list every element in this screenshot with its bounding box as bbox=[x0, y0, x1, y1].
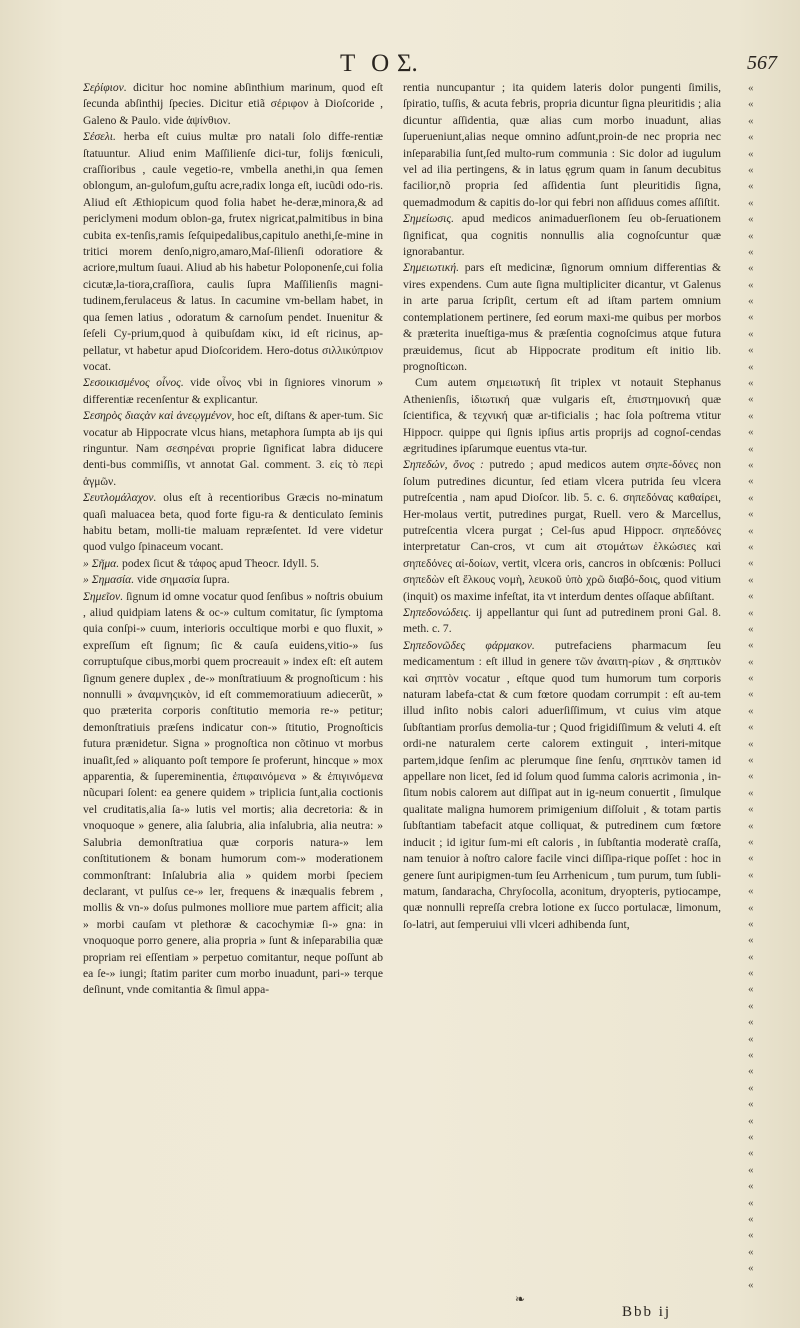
quote-mark: « bbox=[748, 426, 754, 439]
margin-quote-marks bbox=[748, 80, 778, 1293]
dictionary-entry bbox=[403, 457, 721, 605]
quote-mark: « bbox=[748, 1131, 754, 1143]
left-column bbox=[83, 80, 383, 999]
quote-mark: « bbox=[748, 458, 754, 471]
entry-headword: Σημείωσις. bbox=[403, 212, 462, 226]
quote-mark: « bbox=[748, 344, 754, 357]
entry-text: apud medicos animaduerſionem ſeu ob-ſeruationem ſignificat, qua cognitis nonnullis alia cognoſcuntur quæ ignorabantur. bbox=[403, 212, 721, 259]
entry-headword: Σηπεδονῶδες φάρμακον. bbox=[403, 638, 556, 652]
entry-headword: Σημειωτική. bbox=[403, 261, 465, 275]
quote-mark: « bbox=[748, 1147, 754, 1160]
quote-mark: « bbox=[748, 1114, 754, 1127]
quote-mark: « bbox=[748, 1163, 754, 1176]
entry-headword: Σηπεδονώδεις. bbox=[403, 606, 476, 619]
dictionary-entry bbox=[83, 129, 383, 375]
quote-mark: « bbox=[748, 475, 754, 488]
quote-mark: « bbox=[748, 1196, 754, 1209]
quote-mark: « bbox=[748, 245, 754, 258]
quote-mark: « bbox=[748, 131, 754, 144]
quote-mark: « bbox=[748, 1180, 754, 1193]
quote-mark: « bbox=[748, 819, 754, 832]
entry-text: vide σημασία ſupra. bbox=[137, 573, 230, 587]
entry-text: Cum autem σημειωτική ſit triplex vt notauit Stephanus Athenienſis, ἰδιωτική quæ vulgaris eſt, ἐπιστημονική quæ ſcientifica, & τεχνική quæ ar-tificialis ; hac ſola poſtrema vtitur Hippocr. quippe qui ſignis ipſius artis proprijs ad cognoſ-cendas ægritudines ipſarumque euentus vta-tur. bbox=[403, 376, 721, 455]
header-title-left: T O bbox=[340, 50, 395, 77]
entry-headword: » Σημασία. bbox=[83, 573, 138, 587]
quote-mark: « bbox=[748, 999, 754, 1012]
entry-text: hoc eſt, diſtans & aper-tum. Sic vocatur ab Hippocrate vlcus hians, metaphora ſumpta ab ijs qui ringuntur. Nam σεσηρέναι proprie ſignificat labra diducere denti-bus commiſſis, vt annotat Gal. comment. 3. εἰς τὸ περὶ ἀγμῶν. bbox=[83, 409, 383, 488]
entry-headword: Σεσοικισμένος οἶνος. bbox=[83, 376, 191, 390]
dictionary-entry bbox=[83, 572, 383, 588]
quote-mark: « bbox=[748, 1065, 754, 1078]
quote-mark: « bbox=[748, 835, 754, 848]
quote-mark: « bbox=[748, 803, 754, 816]
entry-headword: Σευτλομάλαχον. bbox=[83, 491, 164, 505]
quote-mark: « bbox=[748, 655, 754, 668]
entry-headword: » Σῆμα. bbox=[83, 556, 123, 570]
quote-mark: « bbox=[748, 934, 754, 947]
ornament-icon: ❧ bbox=[515, 1292, 526, 1306]
quote-mark: « bbox=[748, 360, 754, 373]
quote-mark: « bbox=[748, 754, 754, 767]
entry-headword: Σημεῖον. bbox=[83, 589, 127, 603]
dictionary-entry bbox=[403, 375, 721, 457]
quote-mark: « bbox=[748, 917, 754, 930]
entry-text: pars eſt medicinæ, ſignorum omnium differentias & vires expendens. Cum aute ſigna multipliciter dicantur, vt Galenus in arte parua ſcripſit, certum eſt ad iſtam partem omnium contemplationem pertinere, ſed eorum maxi-me quibus per morbos & præterita inueſtiga-mus & præſentia cognoſcimus atque futura præuidemus, ſicut ab Hippocrate proditum eſt initio lib. prognoſticωn. bbox=[403, 261, 722, 373]
dictionary-entry bbox=[403, 638, 721, 933]
dictionary-entry bbox=[403, 211, 721, 260]
quote-mark: « bbox=[748, 1032, 754, 1045]
quote-mark: « bbox=[748, 639, 754, 652]
quote-mark: « bbox=[748, 409, 754, 422]
entry-headword: Σηπεδών, ὄνος : bbox=[403, 458, 490, 472]
entry-text: putrefaciens pharmacum ſeu medicamentum : eſt illud in genere τῶν ἀναιτη-ρίων , & σηπτικὸν καὶ σηπτὸν vocatur , eſtque quod tum humorum tum corporis naturam labefa-ctat & cum fœtore quodam corrumpit : eſt au-tem illud inſito nobis calori aduerſiſſimum, vt cuius vim atque ſubſtantiam prorſus demolia-tur ; Quod frigidiſſimum & veluti 4. eſt ordi-ne naturalem certe calorem extinguit , interi-mitque partem,idque ſenſim ac plerumque ſine ſenſu, σηπτικὸν tamen id appellare non licet, ſed id ſolum quod ſumma caloris acrimonia , in-ſitum nobis calorem aut diſſipat aut in ig-neum conuertit , ſimulque qualitate maligna humorem primigenium diſſoluit , & totam partis ſubſtantiam tabefacit atque colliquat, & putredinem cum fœtore inducit ; id igitur ſum-mi eſt caloris , in ſubſtantia moderatè craſſa, nam tenuior à noſtro calore facile vinci diſſipa-rique poſſet : hoc in genere ſunt auripigmen-tum ſeu Arrhenicum , tum purum, tum ſubli-matum, ſandaracha, Chryſocolla, aconitum, dryopteris, pytiocampe, quæ nonnulli repreſſa crebra lotione ex ſucco portulacæ, limonum, ſo-latri, aut ſemperuiui vlli vlceri adhibenda ſunt, bbox=[403, 638, 721, 931]
dictionary-entry bbox=[83, 375, 383, 408]
running-header bbox=[0, 50, 800, 78]
quote-mark: « bbox=[748, 672, 754, 685]
right-column bbox=[403, 80, 721, 933]
entry-text: olus eſt à recentioribus Græcis no-minatum quaſi maluacea beta, quod forte figu-ra & denticulato ſeminis habitu betam, molli-tie maluam repræſentet. Id vere videtur quod vulgo ſpinaceum vocant. bbox=[83, 491, 384, 554]
quote-mark: « bbox=[748, 868, 754, 881]
entry-text: vide οἶνος vbi in ſigniores vinorum » differentiæ recenſentur & explicantur. bbox=[83, 376, 384, 406]
quote-mark: « bbox=[748, 311, 754, 324]
dictionary-entry bbox=[83, 556, 383, 572]
quote-mark: « bbox=[748, 213, 754, 226]
quote-mark: « bbox=[748, 1016, 754, 1029]
quote-mark: « bbox=[748, 852, 754, 865]
quote-mark: « bbox=[748, 737, 754, 750]
quote-mark: « bbox=[748, 180, 754, 193]
quote-mark: « bbox=[748, 1278, 754, 1291]
signature-mark: Bbb ij bbox=[622, 1304, 672, 1320]
quote-mark: « bbox=[748, 163, 754, 176]
quote-mark: « bbox=[748, 491, 754, 504]
quote-mark: « bbox=[748, 278, 754, 291]
quote-mark: « bbox=[748, 1229, 754, 1242]
quote-mark: « bbox=[748, 1262, 754, 1275]
quote-mark: « bbox=[748, 557, 754, 570]
quote-mark: « bbox=[748, 508, 754, 521]
quote-mark: « bbox=[748, 688, 754, 701]
quote-mark: « bbox=[748, 1081, 754, 1094]
quote-mark: « bbox=[748, 967, 754, 980]
entry-text: ſignum id omne vocatur quod ſenſibus » noſtris obuium , aliud quidpiam latens & oc-» cultum comitatur, ſic ſymptoma quia conſpi-» cuum, interioris occultique morbi e quo fluxit, » expreſſum eſt ſignum; ſic & cauſa euidens,vitio-» ſus corruptuſque cibus,morbi quem procreauit » index eſt: eſt autem ſignum genere duplex , de-» monſtratiuum & prognoſticum : his nonnulli » ἀναμνηςικὸν, id eſt commemoratiuum adiecerũt, » quo præterita corporis conſtitutio memoria re-» petitur; demonſtratiuis præſens indicatur con-» ſtitutio, Prognoſticis futura prænidetur. Signa » prognoſtica non cõtinuo vt morbus inuaſit,ſed » aliquanto poſt tempore ſe proferunt, hincque » mox apparentia, & ſupereminentia, ἐπιφαινόμενα » & ἐπιγινόμενα nũcupari ſolent: ea genere quidem » triplicia ſunt,alia coctionis vel cruditatis,alia ſa-» lutis vel mortis; alia decretoria: & in vnoquoque » genere, alia ſalubria, alia inſalubria, alia neutra: » Salubria demonſtratiua quæ corporis natura-» lem conſtitutionem & bonam humorum com-» moderationem commonſtrant: Inſalubria alia » quidem morbi ſpeciem declarant, vt pulſus ce-» ler, frequens & inæqualis febrem , mollis & vn-» doſus pulmones molliore mue partem afficit; alia » morbi cauſam vt plethoræ & cacochymiæ ſi-» gna: in vnoquoque porro genere, alia propria » ſunt & inſeparabilia quæ propriam rei eſſentiam » perpetuo comitantur, neque poſſunt ab ea ſe-» iungi; ſtatim pariter cum morbo inuadunt, pari-» terque deſinunt, vnde comitantia & ſimul appa- bbox=[83, 589, 383, 997]
quote-mark: « bbox=[748, 82, 754, 94]
quote-mark: « bbox=[748, 983, 754, 996]
quote-mark: « bbox=[748, 704, 754, 717]
quote-mark: « bbox=[748, 721, 754, 734]
entry-headword: Σεῤίφιον. bbox=[83, 81, 134, 94]
dictionary-entry bbox=[83, 589, 383, 999]
quote-mark: « bbox=[748, 950, 754, 963]
entry-text: putredo ; apud medicos autem σηπε-δόνες non ſolum putredines dicuntur, ſed etiam vlcera putrida ſeu vlcera putreſcentia , nam apud Dioſcor. lib. 5. c. 6. σηπεδόνας καθαίρει, Her-molaus vertit, putredines purgat, Ruell. vero & Marcellus, putreſcentia vlcera purgat ; Cel-ſus apud Hippocr. σηπεδόνες interpretatur Can-cros, vt cum ait στομάτων ἑλκώσιες καὶ σηπεδόνες αἰ-δοίων, vertit, vlcera oris, cancros in obſcœnis: Polluci σηπεδὼν eſt ἕλκους νομὴ, λευκοῦ ὑπὸ χρῶ διαβό-δοις, quod vitium (inquit) os maxime infeſtat, ita vt interdum dentes oſſaque abſiſtant. bbox=[403, 458, 721, 603]
header-title-right: Σ. bbox=[397, 50, 418, 77]
quote-mark: « bbox=[748, 606, 754, 619]
quote-mark: « bbox=[748, 540, 754, 553]
quote-mark: « bbox=[748, 1098, 754, 1111]
page-number: 567 bbox=[747, 52, 777, 74]
entry-text: ij appellantur qui ſunt ad putredinem proni Gal. 8. meth. c. 7. bbox=[403, 606, 721, 636]
entry-text: rentia nuncupantur ; ita quidem lateris dolor pungenti ſimilis, ſpiratio, tuſſis, & acuta febris, propria dicuntur ſigna pleuritidis ; alia dicuntur aſſidentia, quæ alias cum morbo inuadunt, alias ſuperueniunt,alias neque omnino adſunt,proin-de nec propria nec inſeparabilia ſunt,ſed multo-rum communia : Sic dolor ad iugulum vel ad ilia pertingens, & in latus ęgrum quam in ſanum decubitus facilior,nõ propria ſed aſſidentia ſunt pleuritidis ſigna, quemadmodum & capitis do-lor qui febri non aſſiduus comes aſſiſtit. bbox=[403, 81, 721, 209]
quote-mark: « bbox=[748, 229, 754, 242]
dictionary-entry bbox=[83, 408, 383, 490]
quote-mark: « bbox=[748, 196, 754, 209]
dictionary-entry bbox=[403, 260, 721, 375]
quote-mark: « bbox=[748, 622, 754, 635]
dictionary-entry bbox=[403, 605, 721, 638]
quote-mark: « bbox=[748, 786, 754, 799]
quote-mark: « bbox=[748, 377, 754, 390]
entry-headword: Σέσελι. bbox=[83, 130, 124, 144]
quote-mark: « bbox=[748, 295, 754, 308]
dictionary-entry bbox=[403, 80, 721, 211]
quote-mark: « bbox=[748, 1049, 754, 1062]
quote-mark: « bbox=[748, 1212, 754, 1225]
entry-headword: Σεσηρὸς διαςὰν καὶ ἀνεῳγμένον, bbox=[83, 409, 238, 423]
quote-mark: « bbox=[748, 114, 754, 127]
quote-mark: « bbox=[748, 98, 754, 111]
entry-text: podex ſicut & τάφος apud Theocr. Idyll. 5. bbox=[122, 556, 320, 570]
quote-mark: « bbox=[748, 442, 754, 455]
quote-mark: « bbox=[748, 393, 754, 406]
quote-mark: « bbox=[748, 885, 754, 898]
quote-mark: « bbox=[748, 573, 754, 586]
entry-text: dicitur hoc nomine abſinthium marinum, quod eſt ſecunda abſinthij ſpecies. Dicitur etiã σέριφον à Dioſcoride , Galeno & Paulo. vide ἀψίνθιον. bbox=[83, 81, 384, 127]
entry-text: herba eſt cuius multæ pro natali ſolo diffe-rentiæ ſtatuuntur. Aliud enim Maſſilienſe dici-tur, folijs fœniculi, craſſioribus , caule vegetio-re, vmbella anethi,in qua ſemen oblongum, an-gulofum,guſtu acre,radix longa eſt, iucũdi odo-ris. Aliud eſt Æthiopicum quod folia habet he-deræ,minora,& ad periclymeni modum oblon-ga, frutex nigricat,palmitibus in bina cubita ex-tenſis,ramis ſeſquipedalibus,capitulo anethi,ſe-mine in tritici morem denſo,nigro,amaro,Maſ-ſilienſi odoratiore & acriore,multum ſuaui. Aliud ab his habetur Poloponenſe,cui folia cicutæ,la-tiora,craſſiora, caulis ſupra Maſſilienſis magni-tudinem,ferulaceus & latus. In cacumine vm-bellam habet, in qua ſemen latius , odoratum & carnoſum pendet. Inuenitur & ſeſeli Cy-prium,quod à quibuſdam κίκι, id eſt ricinus, ap-pellatur, vt habetur apud Dioſcoridem. Hero-dotus σιλλικύπριον vocat. bbox=[83, 130, 383, 373]
quote-mark: « bbox=[748, 901, 754, 914]
quote-mark: « bbox=[748, 1245, 754, 1258]
dictionary-entry bbox=[83, 490, 383, 556]
dictionary-entry bbox=[83, 80, 383, 129]
quote-mark: « bbox=[748, 590, 754, 603]
quote-mark: « bbox=[748, 262, 754, 275]
quote-mark: « bbox=[748, 327, 754, 340]
quote-mark: « bbox=[748, 147, 754, 160]
quote-mark: « bbox=[748, 524, 754, 537]
quote-mark: « bbox=[748, 770, 754, 783]
